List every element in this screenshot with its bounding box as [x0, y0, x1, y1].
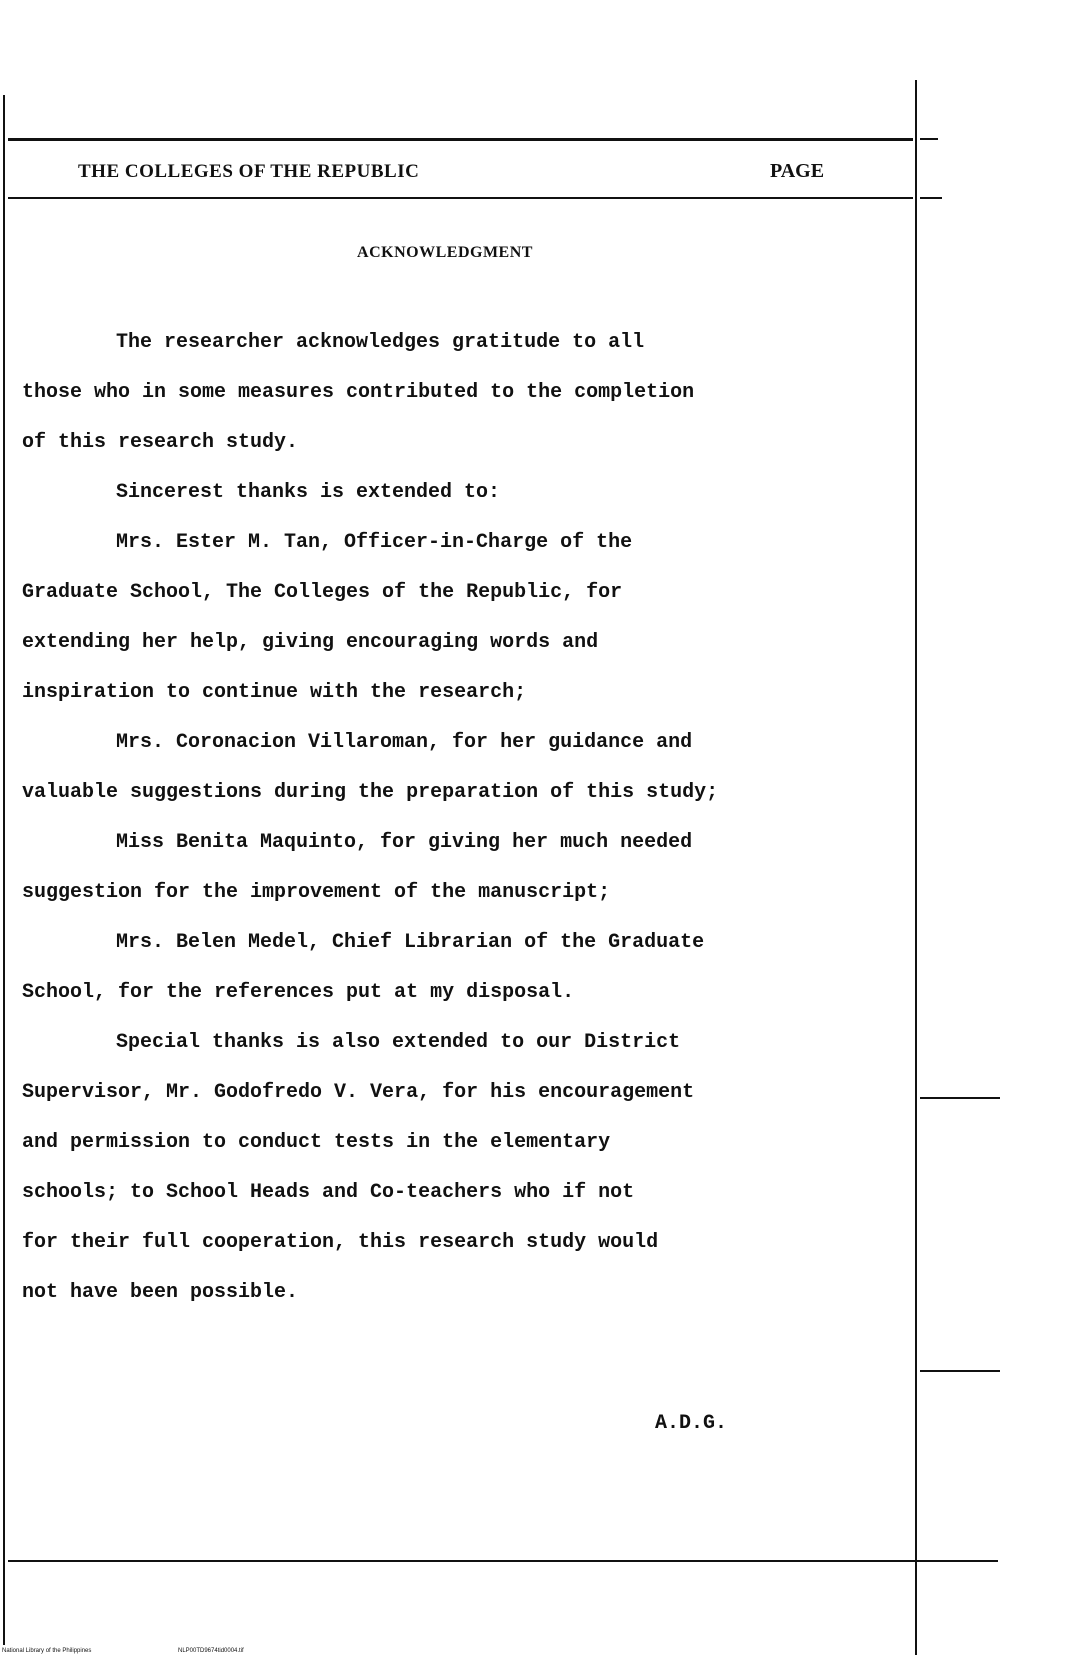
header-bottom-rule	[8, 197, 913, 199]
paragraph: Miss Benita Maquinto, for giving her much needed suggestion for the improvement of the manuscript;	[22, 831, 693, 904]
paragraph: Special thanks is also extended to our District Supervisor, Mr. Godofredo V. Vera, for his encouragement and permission to conduct tests in the elementary schools; to School Heads and Co-teachers who if not for their full cooperation, this research study would not have been possible.	[22, 1031, 695, 1304]
paragraph: Mrs. Ester M. Tan, Officer-in-Charge of the Graduate School, The Colleges of the Republic, for extending her help, giving encouraging words and inspiration to continue with the research;	[22, 531, 633, 704]
right-tick-2	[920, 197, 942, 199]
page-label: PAGE	[770, 160, 825, 182]
header-top-rule	[8, 138, 913, 141]
letterhead-institution: THE COLLEGES OF THE REPUBLIC	[78, 161, 420, 182]
acknowledgment-body	[22, 318, 912, 1318]
author-initials: A.D.G.	[655, 1412, 728, 1435]
paragraph: The researcher acknowledges gratitude to all those who in some measures contributed to the completion of this research study.	[22, 331, 695, 454]
paragraph: Mrs. Belen Medel, Chief Librarian of the Graduate School, for the references put at my disposal.	[22, 931, 705, 1004]
right-tick-3	[920, 1097, 1000, 1099]
page-title: ACKNOWLEDGMENT	[357, 244, 533, 261]
right-tick-1	[920, 138, 938, 140]
paragraph: Mrs. Coronacion Villaroman, for her guidance and valuable suggestions during the preparation of this study;	[22, 731, 719, 804]
footer-filename: NLP00TD9674tid0004.tif	[178, 1648, 244, 1654]
paragraph: Sincerest thanks is extended to:	[116, 481, 501, 504]
right-margin-line	[915, 80, 917, 1655]
right-tick-4	[920, 1370, 1000, 1372]
footer-rule	[8, 1560, 998, 1562]
footer-source: National Library of the Philippines	[2, 1648, 92, 1654]
left-margin-line	[3, 95, 5, 1645]
